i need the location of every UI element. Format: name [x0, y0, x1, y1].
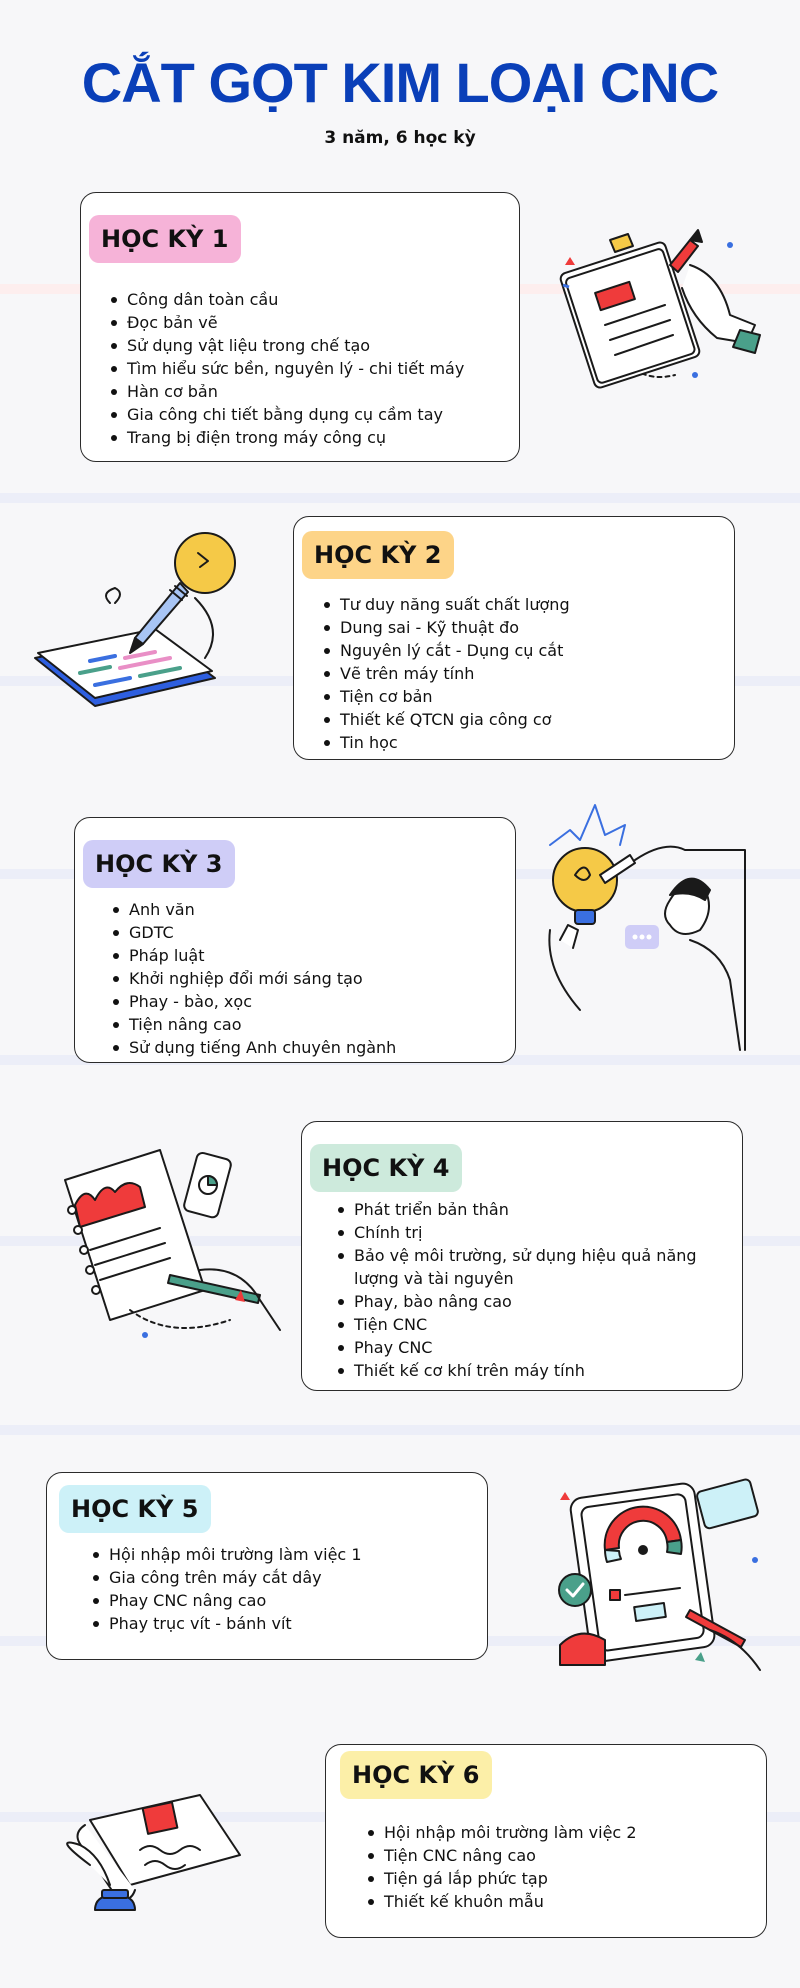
course-item: Tiện gá lắp phức tạp: [366, 1867, 756, 1890]
course-list: [336, 1198, 731, 1382]
course-item: Anh văn: [111, 898, 511, 921]
semester-badge: HỌC KỲ 1: [89, 215, 241, 263]
semester-badge: HỌC KỲ 2: [302, 531, 454, 579]
course-item: Pháp luật: [111, 944, 511, 967]
scroll-quill-illustration: [40, 1770, 255, 1930]
course-item: Thiết kế cơ khí trên máy tính: [336, 1359, 731, 1382]
course-list: [366, 1821, 756, 1913]
course-item: Dung sai - Kỹ thuật đo: [322, 616, 722, 639]
course-item: Tin học: [322, 731, 722, 754]
course-item: Phay CNC nâng cao: [91, 1589, 481, 1612]
course-item: Phay - bào, xọc: [111, 990, 511, 1013]
course-item: Phay CNC: [336, 1336, 731, 1359]
course-item: Phát triển bản thân: [336, 1198, 731, 1221]
semester-badge: HỌC KỲ 4: [310, 1144, 462, 1192]
course-list: [91, 1543, 481, 1635]
semester-card-1: [80, 192, 520, 462]
course-item: Tiện CNC: [336, 1313, 731, 1336]
tablet-gauge-illustration: [550, 1470, 765, 1675]
course-item: Đọc bản vẽ: [109, 311, 509, 334]
course-item: Tư duy năng suất chất lượng: [322, 593, 722, 616]
course-item: Chính trị: [336, 1221, 731, 1244]
course-item: Hội nhập môi trường làm việc 2: [366, 1821, 756, 1844]
course-item: Bảo vệ môi trường, sử dụng hiệu quả năng lượng và tài nguyên: [336, 1244, 731, 1290]
person-idea-illustration: [540, 800, 765, 1055]
course-item: GDTC: [111, 921, 511, 944]
course-item: Gia công chi tiết bằng dụng cụ cầm tay: [109, 403, 509, 426]
course-item: Hội nhập môi trường làm việc 1: [91, 1543, 481, 1566]
course-list: [109, 288, 509, 449]
lightbulb-tablet-illustration: [30, 528, 240, 718]
semester-badge: HỌC KỲ 3: [83, 840, 235, 888]
course-item: Phay trục vít - bánh vít: [91, 1612, 481, 1635]
semester-card-3: [74, 817, 516, 1063]
semester-card-6: [325, 1744, 767, 1938]
bg-band: [0, 1425, 800, 1435]
course-item: Nguyên lý cắt - Dụng cụ cắt: [322, 639, 722, 662]
course-item: Khởi nghiệp đổi mới sáng tạo: [111, 967, 511, 990]
semester-badge: HỌC KỲ 6: [340, 1751, 492, 1799]
course-item: Trang bị điện trong máy công cụ: [109, 426, 509, 449]
course-item: Tìm hiểu sức bền, nguyên lý - chi tiết máy: [109, 357, 509, 380]
course-item: Công dân toàn cầu: [109, 288, 509, 311]
bg-band: [0, 493, 800, 503]
page-title: CẮT GỌT KIM LOẠI CNC: [81, 51, 719, 114]
course-item: Vẽ trên máy tính: [322, 662, 722, 685]
course-item: Thiết kế QTCN gia công cơ: [322, 708, 722, 731]
course-item: Gia công trên máy cắt dây: [91, 1566, 481, 1589]
course-item: Hàn cơ bản: [109, 380, 509, 403]
course-list: [322, 593, 722, 754]
course-item: Tiện cơ bản: [322, 685, 722, 708]
page-subtitle: 3 năm, 6 học kỳ: [324, 128, 476, 148]
clipboard-pencil-illustration: [555, 225, 770, 395]
course-item: Sử dụng vật liệu trong chế tạo: [109, 334, 509, 357]
course-item: Tiện CNC nâng cao: [366, 1844, 756, 1867]
semester-badge: HỌC KỲ 5: [59, 1485, 211, 1533]
course-list: [111, 898, 511, 1059]
notebook-chart-illustration: [50, 1140, 290, 1340]
course-item: Tiện nâng cao: [111, 1013, 511, 1036]
semester-card-4: [301, 1121, 743, 1391]
course-item: Thiết kế khuôn mẫu: [366, 1890, 756, 1913]
course-item: Phay, bào nâng cao: [336, 1290, 731, 1313]
course-item: Sử dụng tiếng Anh chuyên ngành: [111, 1036, 511, 1059]
semester-card-5: [46, 1472, 488, 1660]
semester-card-2: [293, 516, 735, 760]
